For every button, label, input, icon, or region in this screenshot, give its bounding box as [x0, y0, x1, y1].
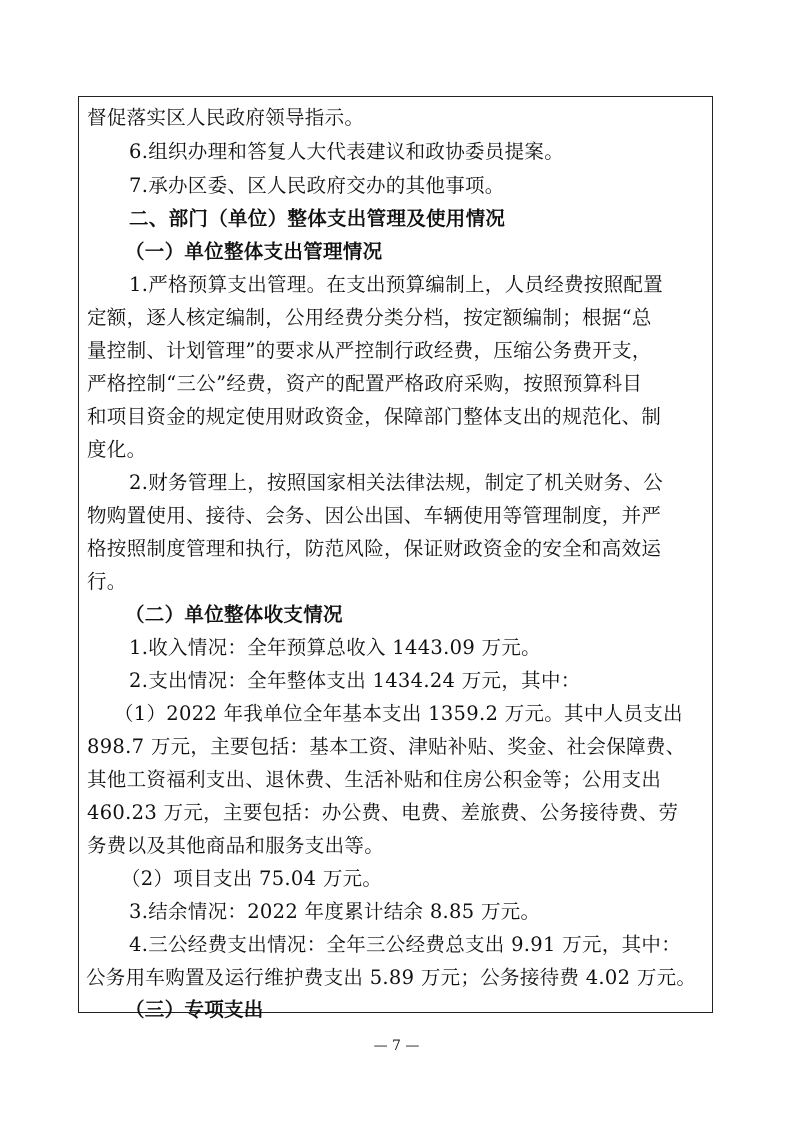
text-line: 1.收入情况：全年预算总收入 1443.09 万元。 [129, 636, 541, 659]
text-line: 务费以及其他商品和服务支出等。 [87, 834, 385, 857]
subsection-heading: （一）单位整体支出管理情况 [125, 240, 383, 263]
text-line: 物购置使用、接待、会务、因公出国、车辆使用等管理制度，并严 [87, 504, 662, 527]
text-line: 1.严格预算支出管理。在支出预算编制上，人员经费按照配置 [129, 273, 664, 296]
text-line: 督促落实区人民政府领导指示。 [87, 106, 365, 129]
subsection-heading: （三）专项支出 [125, 998, 264, 1021]
text-line: 度化。 [87, 438, 147, 461]
text-line: 和项目资金的规定使用财政资金，保障部门整体支出的规范化、制 [87, 405, 662, 428]
page-number: — 7 — [373, 1038, 420, 1054]
text-line: 898.7 万元，主要包括：基本工资、津贴补贴、奖金、社会保障费、 [87, 735, 686, 758]
text-line: 公务用车购置及运行维护费支出 5.89 万元；公务接待费 4.02 万元。 [86, 966, 697, 989]
text-line: 2.财务管理上，按照国家相关法律法规，制定了机关财务、公 [129, 471, 664, 494]
text-line: 格按照制度管理和执行，防范风险，保证财政资金的安全和高效运 [87, 537, 662, 560]
text-line: 3.结余情况：2022 年度累计结余 8.85 万元。 [129, 900, 541, 923]
text-line: 2.支出情况：全年整体支出 1434.24 万元，其中： [129, 669, 581, 692]
text-line: 行。 [87, 570, 127, 593]
subsection-heading: （二）单位整体收支情况 [125, 603, 343, 626]
text-line: 量控制、计划管理”的要求从严控制行政经费，压缩公务费开支， [87, 339, 652, 362]
text-line: 460.23 万元，主要包括：办公费、电费、差旅费、公务接待费、劳 [87, 801, 679, 824]
text-line: （2）项目支出 75.04 万元。 [121, 867, 383, 890]
section-heading: 二、部门（单位）整体支出管理及使用情况 [129, 207, 506, 230]
text-line: 7.承办区委、区人民政府交办的其他事项。 [129, 174, 505, 197]
text-line: 定额，逐人核定编制，公用经费分类分档，按定额编制；根据“总 [87, 306, 652, 329]
text-line: 4.三公经费支出情况：全年三公经费总支出 9.91 万元，其中： [129, 933, 682, 956]
text-line: （1）2022 年我单位全年基本支出 1359.2 万元。其中人员支出 [114, 702, 683, 725]
text-line: 其他工资福利支出、退休费、生活补贴和住房公积金等；公用支出 [87, 768, 662, 791]
text-line: 6.组织办理和答复人大代表建议和政协委员提案。 [129, 140, 565, 163]
text-line: 严格控制“三公”经费，资产的配置严格政府采购，按照预算科目 [87, 372, 643, 395]
